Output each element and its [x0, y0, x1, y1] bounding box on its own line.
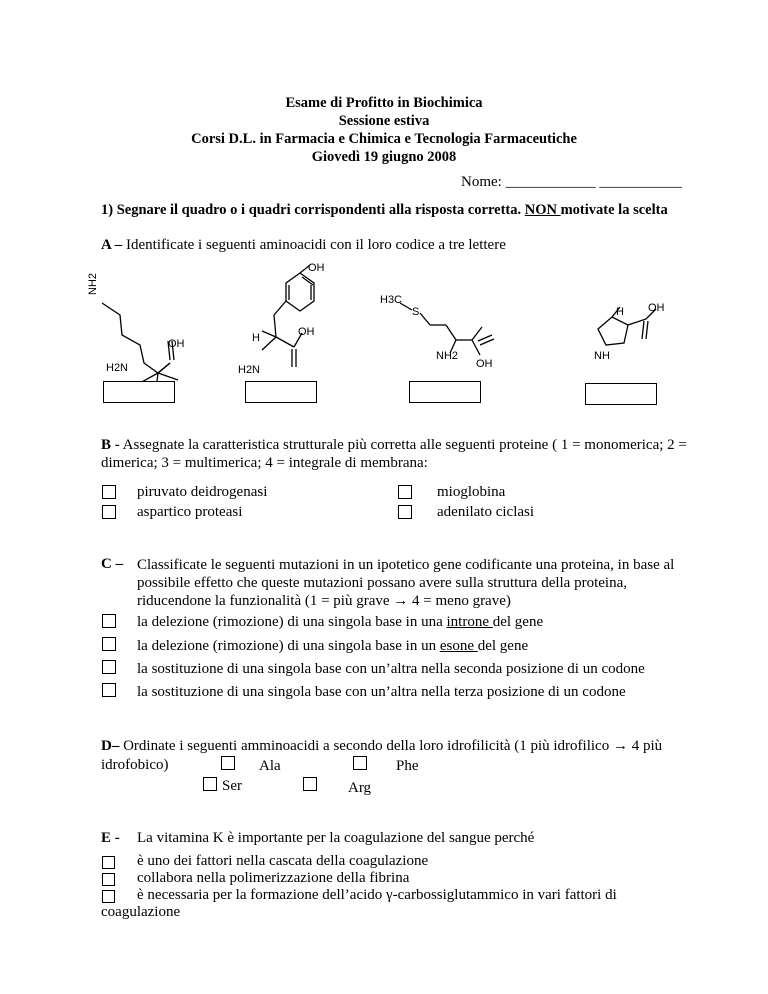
checkbox-arg[interactable]: [303, 777, 317, 791]
checkbox-piruvato[interactable]: [102, 485, 116, 499]
lys-oh-label: OH: [168, 338, 185, 350]
section-d-prompt: D– Ordinate i seguenti amminoacidi a secondo della loro idrofilicità (1 più idrofilico → 4 più: [101, 738, 663, 754]
vitk-item-3: è necessaria per la formazione dell’acido γ-carbossiglutammico in vari fattori di: [137, 887, 617, 903]
checkbox-vitk-2[interactable]: [102, 873, 115, 886]
section-d-prompt-cont: idrofobico): [101, 757, 169, 773]
checkbox-mutation-4[interactable]: [102, 683, 116, 697]
lysine-structure: [102, 303, 178, 390]
protein-item-mioglobina: mioglobina: [437, 484, 506, 500]
name-field[interactable]: Nome: ____________ ___________: [461, 174, 682, 190]
vitk-item-3-cont: coagulazione: [101, 904, 181, 920]
checkbox-mutation-1[interactable]: [102, 614, 116, 628]
checkbox-vitk-3[interactable]: [102, 890, 115, 903]
aa-ser: Ser: [222, 778, 242, 794]
tyr-h2n-label: H2N: [238, 364, 261, 376]
answer-box-lysine[interactable]: [103, 381, 175, 403]
exam-courses: Corsi D.L. in Farmacia e Chimica e Tecnologia Farmaceutiche: [191, 131, 577, 147]
met-h3c-label: H3C: [380, 294, 403, 306]
checkbox-adenilato[interactable]: [398, 505, 412, 519]
question-1-instruction: 1) Segnare il quadro o i quadri corrispondenti alla risposta corretta. NON motivate la scelta: [101, 202, 668, 218]
section-d-label: D–: [101, 738, 120, 754]
section-e-label: E -: [101, 830, 120, 846]
section-b-label: B -: [101, 437, 120, 453]
aa-ala: Ala: [259, 758, 281, 774]
exam-session: Sessione estiva: [338, 113, 430, 129]
protein-item-aspartico: aspartico proteasi: [137, 504, 243, 520]
exam-date: Giovedì 19 giugno 2008: [311, 149, 457, 165]
checkbox-ser[interactable]: [203, 777, 217, 791]
mutation-item-1: la delezione (rimozione) di una singola base in una introne del gene: [137, 614, 544, 630]
mutation-item-4: la sostituzione di una singola base con un’altra nella terza posizione di un codone: [137, 684, 626, 700]
checkbox-mutation-2[interactable]: [102, 637, 116, 651]
protein-item-adenilato: adenilato ciclasi: [437, 504, 535, 520]
section-a-label: A –: [101, 237, 123, 253]
checkbox-aspartico[interactable]: [102, 505, 116, 519]
section-c-prompt: Classificate le seguenti mutazioni in un ipotetico gene codificante una proteina, in base al possibile effetto che queste mutazioni possano avere sulla struttura della proteina, riducendone la funzionalità (1 = più grave → 4 = meno grave): [137, 557, 675, 609]
met-oh-label: OH: [476, 358, 493, 370]
tyr-oh2-label: OH: [298, 326, 315, 338]
mutation-item-3: la sostituzione di una singola base con un’altra nella seconda posizione di un codone: [137, 661, 645, 677]
exam-title: Esame di Profitto in Biochimica: [285, 95, 483, 111]
pro-h-label: H: [616, 306, 624, 318]
section-b-prompt: B - Assegnate la caratteristica strutturale più corretta alle seguenti proteine ( 1 = monomerica; 2 = dimerica; 3 = multimerica; 4 = integrale di membrana:: [101, 437, 687, 471]
tyr-oh-label: OH: [308, 262, 325, 274]
vitk-item-2: collabora nella polimerizzazione della fibrina: [137, 870, 410, 886]
met-nh2-label: NH2: [436, 350, 459, 362]
checkbox-ala[interactable]: [221, 756, 235, 770]
checkbox-vitk-1[interactable]: [102, 856, 115, 869]
lys-h2n-label: H2N: [106, 362, 129, 374]
section-e-prompt: La vitamina K è importante per la coagulazione del sangue perché: [137, 830, 535, 846]
checkbox-phe[interactable]: [353, 756, 367, 770]
pro-oh-label: OH: [648, 302, 665, 314]
mutation-item-2: la delezione (rimozione) di una singola base in un esone del gene: [137, 638, 529, 654]
protein-item-piruvato: piruvato deidrogenasi: [137, 484, 268, 500]
tyrosine-structure: [262, 265, 314, 367]
exam-header: [0, 94, 768, 166]
section-c-label: C –: [101, 556, 124, 572]
aa-arg: Arg: [348, 780, 372, 796]
answer-box-proline[interactable]: [585, 383, 657, 405]
vitk-item-1: è uno dei fattori nella cascata della coagulazione: [137, 853, 429, 869]
answer-box-methionine[interactable]: [409, 381, 481, 403]
lys-nh2-label: NH2: [87, 272, 99, 295]
aa-phe: Phe: [396, 758, 419, 774]
checkbox-mutation-3[interactable]: [102, 660, 116, 674]
answer-box-tyrosine[interactable]: [245, 381, 317, 403]
tyr-h-label: H: [252, 332, 260, 344]
checkbox-mioglobina[interactable]: [398, 485, 412, 499]
pro-nh-label: NH: [594, 350, 610, 362]
met-s-label: S: [412, 306, 420, 318]
section-a-prompt: A – Identificate i seguenti aminoacidi con il loro codice a tre lettere: [101, 237, 506, 253]
